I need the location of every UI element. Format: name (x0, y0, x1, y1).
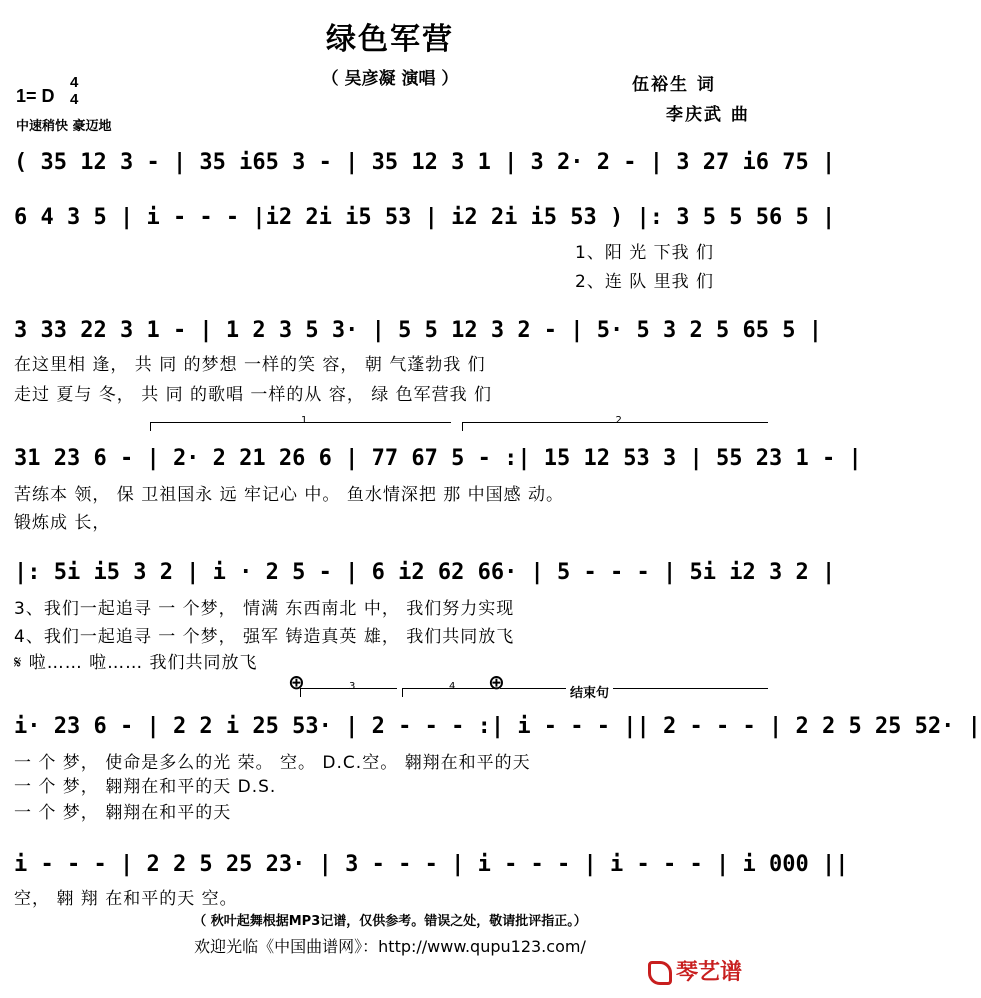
volta-bracket-1 (150, 415, 451, 431)
lyric-row-4-verse-1: 苦练本 领， 保 卫祖国永 远 牢记心 中。 鱼水情深把 那 中国感 动。 (14, 485, 565, 505)
logo-mark-icon (648, 961, 672, 985)
score-row-7: i - - - | 2 2 5 25 23· | 3 - - - | i - - - | i - - - | i 000 || (14, 852, 849, 877)
lyric-row-5-verse-4: 4、我们一起追寻 一 个梦， 强军 铸造真英 雄， 我们共同放飞 (14, 627, 515, 647)
qinyipu-logo (648, 955, 742, 986)
volta-label-2: 2 (615, 415, 622, 426)
lyric-row-7-verse-1: 空， 翱 翔 在和平的天 空。 (14, 889, 238, 909)
volta-label-1: 1 (301, 415, 308, 426)
score-row-2: 6 4 3 5 | i - - - |i2 2i i5 53 | i2 2i i5 53 ) |: 3 5 5 56 5 | (14, 205, 836, 230)
ending-label: 结束句 (566, 682, 613, 701)
ending-bracket (500, 688, 768, 689)
site-link[interactable]: 欢迎光临《中国曲谱网》：http://www.qupu123.com/ (194, 937, 586, 956)
lyric-row-2-verse-1: 1、阳 光 下我 们 (575, 243, 715, 263)
lyric-row-2-verse-2: 2、连 队 里我 们 (575, 272, 715, 292)
logo-text: 琴艺谱 (676, 960, 743, 985)
coda-sign-icon: ⊕ (288, 670, 305, 694)
singer-credit: （ 吴彦凝 演唱 ） (321, 69, 459, 89)
score-row-5: |: 5i i5 3 2 | i · 2 5 - | 6 i2 62 66· | 5 - - - | 5i i2 3 2 | (14, 560, 836, 585)
volta-label-4: 4 (449, 681, 456, 692)
lyric-row-6-verse-3: 一 个 梦， 翱翔在和平的天 (14, 803, 232, 823)
score-row-4: 31 23 6 - | 2· 2 21 26 6 | 77 67 5 - :| 15 12 53 3 | 55 23 1 - | (14, 446, 862, 471)
lyricist-credit: 伍裕生 词 (632, 75, 716, 95)
lyric-row-3-verse-2: 走过 夏与 冬， 共 同 的歌唱 一样的从 容， 绿 色军营我 们 (14, 385, 493, 405)
coda-sign-icon: ⊕ (488, 670, 505, 694)
score-row-3: 3 33 22 3 1 - | 1 2 3 5 3· | 5 5 12 3 2 - | 5· 5 3 2 5 65 5 | (14, 318, 822, 343)
composer-credit: 李庆武 曲 (666, 105, 750, 125)
time-signature-top: 4 (70, 74, 79, 91)
score-row-1: ( 35 12 3 - | 35 i65 3 - | 35 12 3 1 | 3 2· 2 - | 3 27 i6 75 | (14, 150, 836, 175)
time-signature (70, 74, 78, 108)
time-signature-bottom: 4 (70, 91, 79, 108)
lyric-row-6-verse-1: 一 个 梦， 使命是多么的光 荣。 空。 D.C.空。 翱翔在和平的天 (14, 753, 531, 773)
lyric-row-6-verse-2: 一 个 梦， 翱翔在和平的天 D.S. (14, 777, 277, 797)
lyric-row-4-verse-2: 锻炼成 长， (14, 513, 111, 533)
key-signature: 1= D (16, 86, 55, 106)
volta-bracket-3 (300, 681, 397, 697)
volta-bracket-2 (462, 415, 768, 431)
transcription-note: （ 秋叶起舞根据MP3记谱，仅供参考。错误之处，敬请批评指正。） (193, 914, 587, 929)
page-title: 绿色军营 (326, 22, 454, 57)
lyric-row-3-verse-1: 在这里相 逢， 共 同 的梦想 一样的笑 容， 朝 气蓬勃我 们 (14, 355, 486, 375)
volta-label-3: 3 (349, 681, 356, 692)
score-row-6: i· 23 6 - | 2 2 i 25 53· | 2 - - - :| i - - - || 2 - - - | 2 2 5 25 52· | (14, 714, 981, 739)
lyric-row-5-refrain: 𝄋 啦…… 啦…… 我们共同放飞 (14, 653, 258, 673)
volta-bracket-4 (402, 681, 495, 697)
tempo-marking: 中速稍快 豪迈地 (16, 119, 112, 134)
lyric-row-5-verse-3: 3、我们一起追寻 一 个梦， 情满 东西南北 中， 我们努力实现 (14, 599, 515, 619)
